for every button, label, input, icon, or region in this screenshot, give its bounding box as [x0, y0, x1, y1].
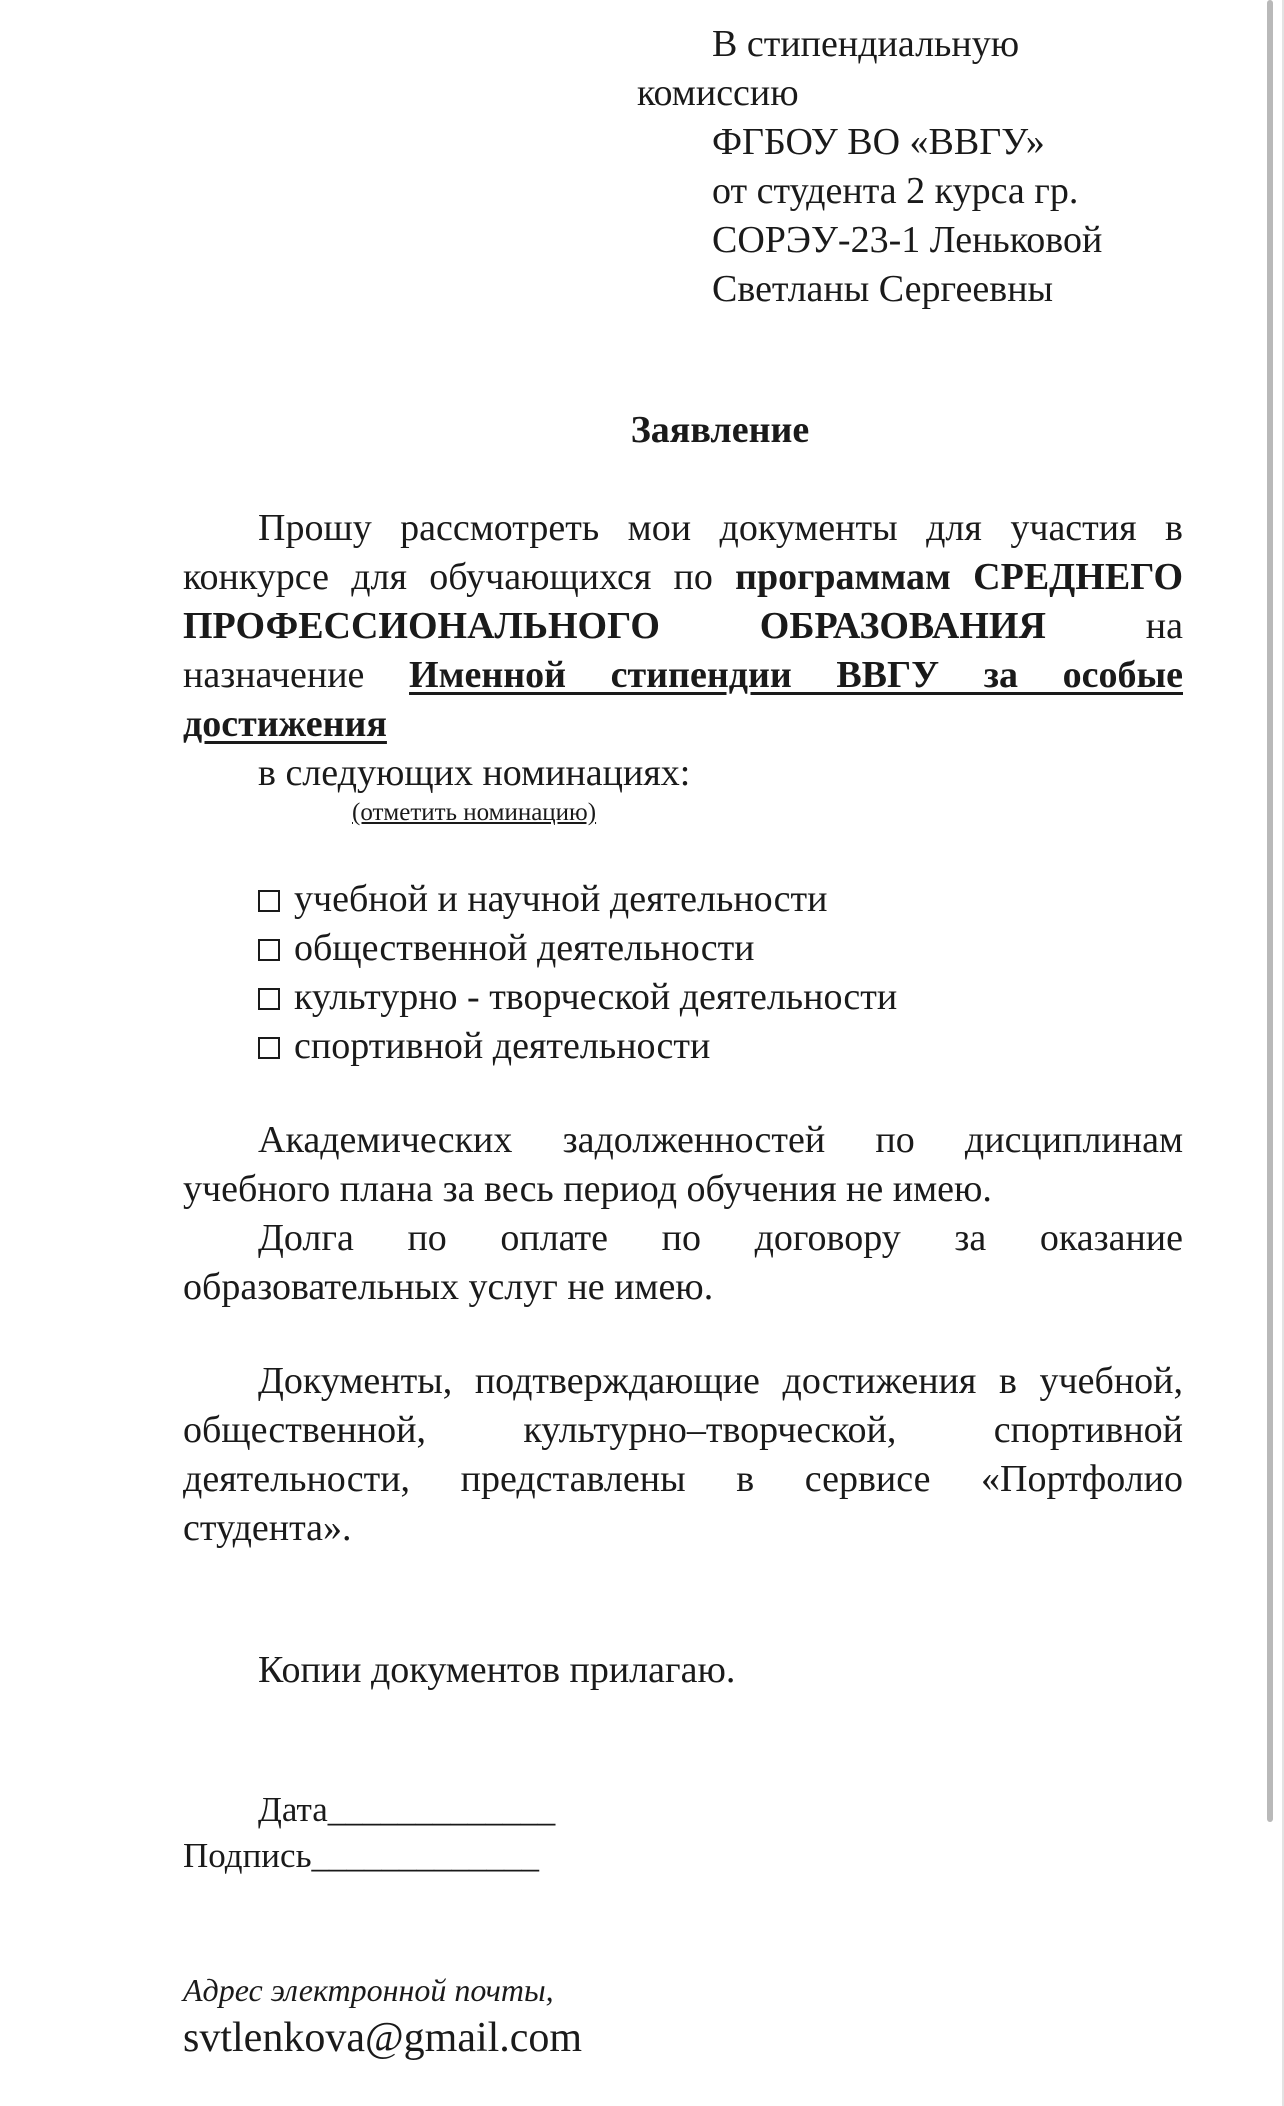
- payment-paragraph: [183, 1214, 1183, 1312]
- nomination-item[interactable]: [258, 973, 897, 1021]
- checkbox-icon[interactable]: [258, 1037, 280, 1059]
- signature-field: Подпись_____________: [183, 1836, 540, 1875]
- header-line-1: В стипендиальную: [712, 23, 1020, 65]
- documents-paragraph: [183, 1357, 1183, 1553]
- header-line-6: Светланы Сергеевны: [712, 268, 1054, 310]
- documents-text: Документы, подтверждающие достижения в учебной, общественной, культурно–творческой, спортивной деятельности, представлены в сервисе «Портфолио студента».: [183, 1360, 1183, 1549]
- intro-nominations-line: в следующих номинациях:: [258, 752, 691, 794]
- nomination-label: спортивной деятельности: [294, 1025, 711, 1067]
- checkbox-icon[interactable]: [258, 988, 280, 1010]
- page-title: Заявление: [630, 409, 810, 451]
- date-field: Дата_____________: [258, 1790, 556, 1829]
- intro-text-2: на назначение: [183, 605, 1183, 696]
- intro-program: программам СРЕДНЕГО ПРОФЕССИОНАЛЬНОГО ОБРАЗОВАНИЯ: [183, 556, 1183, 647]
- debts-text: Академических задолженностей по дисциплинам учебного плана за весь период обучения не имею.: [183, 1119, 1183, 1210]
- payment-text: Долга по оплате по договору за оказание образовательных услуг не имею.: [183, 1217, 1183, 1308]
- scrollbar[interactable]: [1267, 0, 1273, 1822]
- email-value: svtlenkova@gmail.com: [183, 2015, 583, 2061]
- header-line-2: комиссию: [637, 72, 799, 114]
- nomination-item[interactable]: [258, 875, 827, 923]
- email-label: Адрес электронной почты,: [183, 1972, 554, 2008]
- nomination-label: учебной и научной деятельности: [294, 878, 828, 920]
- header-line-5: СОРЭУ-23-1 Леньковой: [712, 219, 1103, 261]
- nomination-item[interactable]: [258, 1022, 710, 1070]
- intro-paragraph: [183, 504, 1183, 749]
- checkbox-icon[interactable]: [258, 890, 280, 912]
- checkbox-icon[interactable]: [258, 939, 280, 961]
- header-line-4: от студента 2 курса гр.: [712, 170, 1079, 212]
- nomination-item[interactable]: [258, 924, 755, 972]
- debts-paragraph: [183, 1116, 1183, 1214]
- header-line-3: ФГБОУ ВО «ВВГУ»: [712, 121, 1045, 163]
- intro-note: (отметить номинацию): [352, 799, 597, 826]
- nomination-label: культурно - творческой деятельности: [294, 976, 898, 1018]
- nomination-label: общественной деятельности: [294, 927, 755, 969]
- intro-text-1: Прошу рассмотреть мои документы для участия в конкурсе для обучающихся по: [183, 507, 1183, 598]
- copies-text: Копии документов прилагаю.: [258, 1649, 736, 1691]
- intro-scholarship: Именной стипендии ВВГУ за особые достижения: [183, 654, 1183, 745]
